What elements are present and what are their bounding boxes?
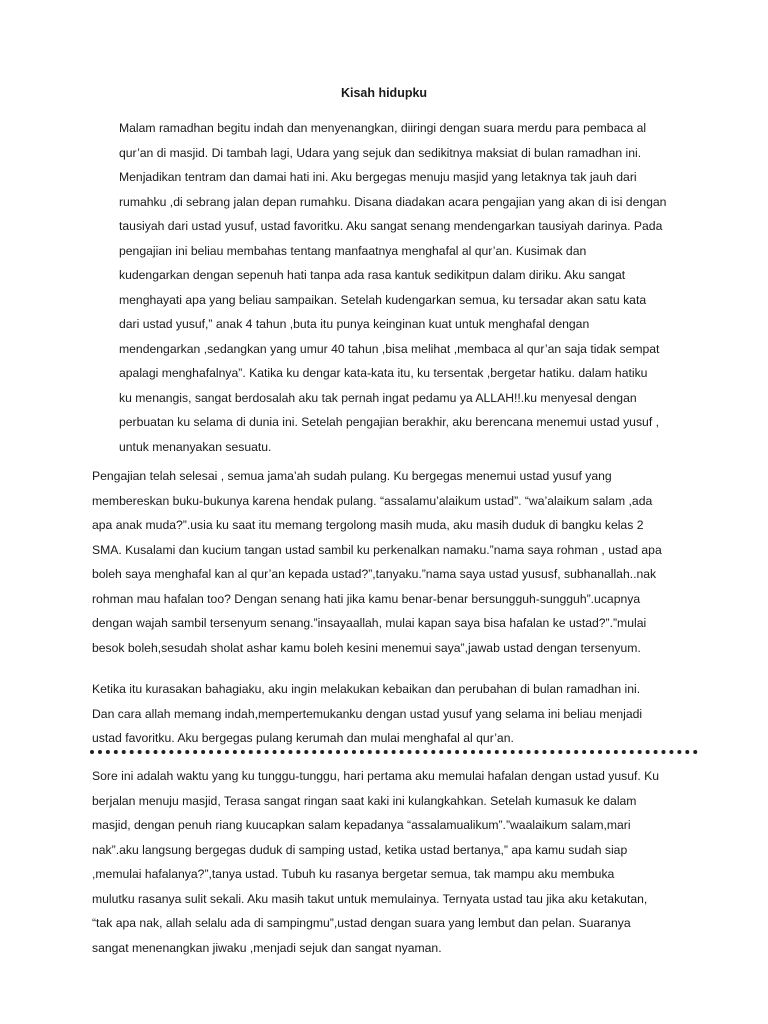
text-line: Malam ramadhan begitu indah dan menyenangkan, diiringi dengan suara merdu para pembaca al [119, 121, 647, 135]
text-line: membereskan buku-bukunya karena hendak pulang. “assalamu’alaikum ustad”. “wa’alaikum salam ,ada [92, 493, 653, 508]
text-line: besok boleh,sesudah sholat ashar kamu boleh kesini menemui saya”,jawab ustad dengan tersenyum. [92, 640, 641, 655]
text-line: perbuatan ku selama di dunia ini. Setelah pengajian berakhir, aku berencana menemui ustad yusuf , [119, 415, 659, 429]
text-line: Pengajian telah selesai , semua jama’ah sudah pulang. Ku bergegas menemui ustad yusuf yang [92, 469, 612, 483]
text-line: masjid, dengan penuh riang kuucapkan salam kepadanya “assalamualikum”.”waalaikum salam,mari [92, 818, 631, 832]
text-line: rumahku ,di sebrang jalan depan rumahku. Disana diadakan acara pengajian yang akan di isi dengan [119, 194, 667, 209]
text-line: dengan wajah sambil tersenyum senang.”insayaallah, mulai kapan saya bisa hafalan ke ustad?”.”mulai [92, 616, 647, 630]
text-line: tausiyah dari ustad yusuf, ustad favoritku. Aku sangat senang mendengarkan tausiyah darinya. Pada [119, 219, 663, 233]
text-line: “tak apa nak, allah selalu ada di sampingmu”,ustad dengan suara yang lembut dan pelan. Suaranya [92, 916, 631, 930]
paragraph-2 [92, 464, 712, 660]
text-line: mulutku rasanya sulit sekali. Aku masih takut untuk memulainya. Ternyata ustad tau jika aku ketakutan, [92, 891, 648, 906]
text-line: Sore ini adalah waktu yang ku tunggu-tunggu, hari pertama aku memulai hafalan dengan ustad yusuf. Ku [92, 769, 660, 783]
text-line: mendengarkan ,sedangkan yang umur 40 tahun ,bisa melihat ,membaca al qur’an saja tidak sempat [119, 341, 660, 356]
text-line: apalagi menghafalnya”. Katika ku dengar kata-kata itu, ku tersentak ,bergetar hatiku. dalam hatiku [119, 366, 648, 380]
text-line: apa anak muda?”.usia ku saat itu memang tergolong masih muda, aku masih duduk di bangku kelas 2 [92, 518, 644, 532]
document-title: Kisah hidupku [340, 86, 428, 100]
paragraph-3 [92, 677, 712, 751]
paragraph-1 [119, 116, 709, 459]
text-line: Ketika itu kurasakan bahagiaku, aku ingin melakukan kebaikan dan perubahan di bulan ramadhan ini. [92, 682, 641, 696]
text-line: berjalan menuju masjid, Terasa sangat ringan saat kaki ini kulangkahkan. Setelah kumasuk ke dalam [92, 793, 637, 808]
text-line: untuk menanyakan sesuatu. [119, 439, 272, 454]
text-line: rohman mau hafalan too? Dengan senang hati jika kamu benar-benar bersungguh-sungguh”.ucapnya [92, 591, 641, 606]
text-line: qur’an di masjid. Di tambah lagi, Udara yang sejuk dan sedikitnya maksiat di bulan ramadhan ini. [119, 145, 642, 160]
text-line: Dan cara allah memang indah,mempertemukanku dengan ustad yusuf yang selama ini beliau menjadi [92, 706, 643, 721]
text-line: sangat menenangkan jiwaku ,menjadi sejuk dan sangat nyaman. [92, 940, 442, 955]
text-line: pengajian ini beliau membahas tentang manfaatnya menghafal al qur’an. Kusimak dan [119, 243, 587, 258]
text-line: menghayati apa yang beliau sampaikan. Setelah kudengarkan semua, ku tersadar akan satu kata [119, 292, 647, 307]
text-line: dari ustad yusuf,” anak 4 tahun ,buta itu punya keinginan kuat untuk menghafal dengan [119, 317, 590, 331]
text-line: nak”.aku langsung bergegas duduk di samping ustad, ketika ustad bertanya,” apa kamu sudah siap [92, 842, 628, 857]
text-line: Menjadikan tentram dan damai hati ini. Aku bergegas menuju masjid yang letaknya tak jauh dari [119, 170, 637, 184]
text-line: ,memulai hafalanya?”,tanya ustad. Tubuh ku rasanya bergetar semua, tak mampu aku membuka [92, 867, 615, 881]
text-line: SMA. Kusalami dan kucium tangan ustad sambil ku perkenalkan namaku.”nama saya rohman , ustad apa [92, 542, 662, 557]
dotted-separator [90, 750, 698, 754]
text-line: kudengarkan dengan sepenuh hati tanpa ada rasa kantuk sedikitpun dalam diriku. Aku sangat [119, 268, 626, 282]
text-line: ustad favoritku. Aku bergegas pulang kerumah dan mulai menghafal al qur’an. [92, 731, 514, 745]
text-line: ku menangis, sangat berdosalah aku tak pernah ingat pedamu ya ALLAH!!.ku menyesal dengan [119, 390, 637, 405]
text-line: boleh saya menghafal kan al qur’an kepada ustad?”,tanyaku.”nama saya ustad yususf, subhanallah..nak [92, 567, 657, 581]
paragraph-4 [92, 764, 712, 960]
